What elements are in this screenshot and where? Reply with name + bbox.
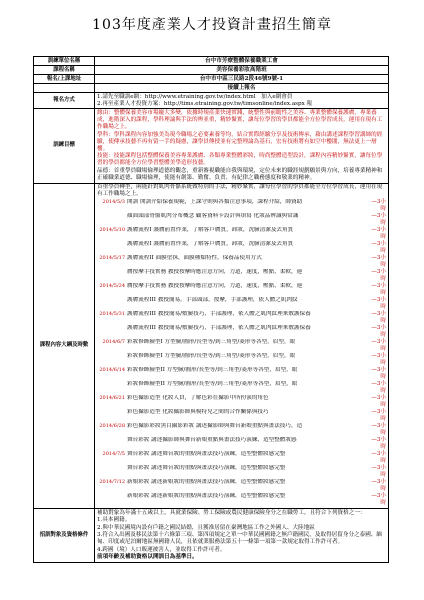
schedule-line xyxy=(127,395,386,409)
schedule-row xyxy=(97,479,386,507)
schedule-body xyxy=(127,339,386,367)
schedule-topic: 顏面頭部骨骼肌肉分布概念 顧客資料卡設計與填寫 化妝品辨識與常識 xyxy=(127,213,299,219)
schedule-date: 2014/5/31 xyxy=(99,311,125,317)
schedule-hours: —3小時 xyxy=(371,227,386,240)
schedule-line xyxy=(127,283,386,297)
schedule-line xyxy=(127,297,386,311)
schedule-line xyxy=(127,353,386,367)
schedule-list xyxy=(97,199,386,507)
schedule-hours: —3小時 xyxy=(371,465,386,478)
schedule-hours: —3小時 xyxy=(371,381,386,394)
schedule-date: 2014/5/3 xyxy=(102,199,125,205)
schedule-hours: —3小時 xyxy=(371,269,386,282)
schedule-topic: 新娘彩妝 講述新娘妝的重點與畫法技巧演練，造型整體妝感完整 xyxy=(127,479,286,485)
schedule-line xyxy=(127,339,386,353)
method-line-2: 2.再至產業人才投資方案：http://tims.etraining.gov.tw/timsonline/index.aspx 報 xyxy=(97,100,313,107)
schedule-date: 2014/6/21 xyxy=(99,395,125,401)
schedule-body xyxy=(127,311,386,339)
method-value xyxy=(95,93,389,109)
schedule-topic: 膚按摩手技實務 教授按摩時應注意方向，力道，速度，壓點，柔軟，連 xyxy=(127,269,303,275)
goal-row xyxy=(34,109,389,184)
schedule-topic: 舞台彩妝 講述攝影師與舞台新娘重點與畫法技巧演練，造型整體妝感 xyxy=(127,437,297,443)
schedule-topic: 舞台彩妝 講述舞台妝的重點與畫法技巧演練，造型整體妝感完整 xyxy=(127,451,286,457)
course-label: 課程名稱 xyxy=(34,66,95,75)
eligibility-row xyxy=(34,508,389,563)
schedule-topic: 護膚流程I 護膚前置作業，了解客戶膚質，卸妝，洗臉清潔及去角質 xyxy=(127,241,294,247)
goal-paragraph: 緣由：整體保養美容市場龐大多變，依據時規產業快速實踐，統整性與前瞻性之美容、專業整體保養護膚，專業養成，進階深入的課程，學科理論與手法的辨並重，精妙緊實，讓每位學習的學員都能全方位學習成長，運用在現有工作職場之上。 xyxy=(97,110,383,130)
schedule-hours: —3小時 xyxy=(371,493,386,506)
schedule-topic: 彩色攝影造型 化妝攝影師與模特兒之間的合作關係與技巧 xyxy=(127,409,269,415)
schedule-hours: —3小時 xyxy=(371,451,386,464)
schedule-topic: 新娘彩妝 講述新娘妝的重點與畫法技巧演練，造型整體妝感完整 xyxy=(127,493,286,499)
content-intro: 首重學員轉型，兩能針對肌肉骨骼系統做特別的手法，精妙緊實，讓每位學習的學員都能全方位學習成長，運用在現有工作職場之上。 xyxy=(97,184,383,197)
schedule-row xyxy=(97,199,386,227)
course-row xyxy=(34,66,389,75)
schedule-topic: 護膚流程I 護膚前置作業，了解客戶膚質，卸妝，洗臉清潔及去角質 xyxy=(127,227,294,233)
schedule-topic: 護膚流程III 教授簡易，手部頭部，按摩，手部護理，依人體之肌肉紋 xyxy=(127,297,298,303)
schedule-line xyxy=(127,311,386,325)
schedule-hours: —3小時 xyxy=(371,423,386,436)
schedule-hours: —3小時 xyxy=(371,213,386,226)
method-header-value: 接續上報名 xyxy=(95,84,389,93)
schedule-hours: —3小時 xyxy=(371,409,386,422)
schedule-body xyxy=(127,479,386,507)
goal-paragraph: 技能：技能課程包括整體保養美容專業護膚、各類專業整體彩妝，時尚整體造型設計，課程內容精妙緊實，讓每位學習的學員都能全方位學習整體美學造形技藝。 xyxy=(97,153,383,166)
method-label: 報名方式 xyxy=(34,93,95,109)
schedule-topic: 護膚流程III 教授簡易/敷臉技巧，手部護理，依人體之肌肉紋理來敷護保養 xyxy=(127,325,311,331)
schedule-line xyxy=(127,465,386,479)
schedule-row xyxy=(97,395,386,423)
goal-paragraph: 學科：學科課程內容加強美為現今職場之必要素養等均，結合實際經驗分享及技術傳承，藉由講述課程學習講師的經驗，使傳承技藝不再有留一手的疑慮，讓學員傳授並有完整理論為基石，宏有技術將有如空中樓閣，無法更上一層樓。 xyxy=(97,131,383,152)
schedule-date: 2014/6/7 xyxy=(102,339,125,345)
content-value xyxy=(95,183,389,508)
schedule-row xyxy=(97,339,386,367)
enrollment-form-table xyxy=(33,56,389,563)
schedule-body xyxy=(127,395,386,423)
schedule-date: 2014/5/17 xyxy=(99,255,125,261)
schedule-topic: 護膚流程III 教授簡易/敷臉技巧，手部護理，依人體之肌肉紋理來敷護保養 xyxy=(127,311,311,317)
schedule-row xyxy=(97,311,386,339)
schedule-date: 2014/6/28 xyxy=(99,423,125,429)
schedule-body xyxy=(127,255,386,283)
schedule-topic: 膚按摩手技實務 教授按摩時應注意方向，力道，速度，壓點，柔軟，連 xyxy=(127,283,303,289)
schedule-topic: 彩色攝影造型 化妝人員，了解色彩在攝影中所扮演的角色 xyxy=(127,395,269,401)
schedule-hours: —3小時 xyxy=(371,311,386,324)
schedule-row xyxy=(97,423,386,451)
content-row xyxy=(34,183,389,508)
eligibility-line: 2.與中華民國境內設有戶籍之國民結婚，且獲准居留在臺灣地區工作之外國人、大陸地區 xyxy=(97,524,315,531)
schedule-body xyxy=(127,367,386,395)
schedule-hours: —3小時 xyxy=(371,297,386,310)
schedule-row xyxy=(97,255,386,283)
schedule-hours: —3小時 xyxy=(371,353,386,366)
schedule-hours: —3小時 xyxy=(371,255,386,268)
schedule-topic: 彩妝修飾臉型I 方型臉/圓形/長型等/到三角型/菱形等各型，眉型，眼 xyxy=(127,353,296,359)
schedule-line xyxy=(127,437,386,451)
schedule-line xyxy=(127,227,386,241)
schedule-hours: —3小時 xyxy=(371,479,386,492)
schedule-body xyxy=(127,451,386,479)
address-label: 報名/上課地址 xyxy=(34,75,95,84)
goal-paragraph: 品德：首重學員職場倫理道德的觀念，重新審視職能自我與環境，定位未來的職涯規劃願景與方向，培養專業精神和正確職業道德、職場倫理，使能有創第、勤奮、負責、有紀律之職務態度和敬業的精神。 xyxy=(97,167,383,181)
address-value: 台中市中區三民路2段46號9號-1 xyxy=(95,75,389,84)
schedule-body xyxy=(127,423,386,451)
schedule-line xyxy=(127,255,386,269)
goal-label: 訓練目標 xyxy=(34,109,95,184)
schedule-hours: —3小時 xyxy=(371,395,386,408)
schedule-topic: 彩色攝影彩妝黑白攝影彩妝 講述攝影師與舞台新娘重點與畫法技巧，造 xyxy=(127,423,303,429)
schedule-hours: —3小時 xyxy=(371,241,386,254)
eligibility-value xyxy=(95,508,389,563)
schedule-topic: 開訓 開訓介紹保養規範，上課守則與各類注意事項，課程介紹，師資助 xyxy=(127,199,303,205)
schedule-topic: 彩妝修飾臉型II 方型臉/圓形/長型等/到三角型/菱形等各型，眉型，眼 xyxy=(127,381,298,387)
org-row xyxy=(34,57,389,66)
course-value: 美容保養彩妝高階班 xyxy=(95,66,389,75)
schedule-hours: —3小時 xyxy=(371,283,386,296)
schedule-date: 2014/6/14 xyxy=(99,367,125,373)
eligibility-line: 1.具本國籍。 xyxy=(97,517,131,523)
content-label: 課程內容大綱及時數 xyxy=(34,183,95,508)
schedule-topic: 彩妝修飾臉型I 方型臉/圓形/長型等/到三角型/菱形等各型，眉型，眼 xyxy=(127,339,296,345)
schedule-date: 2014/5/24 xyxy=(99,283,125,289)
schedule-line xyxy=(127,241,386,255)
schedule-line xyxy=(127,493,386,507)
eligibility-line: 4.跨國（境）人口販運被害人，並取得工作許可者。 xyxy=(97,546,226,553)
schedule-hours: —3小時 xyxy=(371,437,386,450)
goal-value xyxy=(95,109,389,184)
schedule-topic: 彩妝修飾臉型II 方型臉/圓形/長型等/到三角型/菱形等各型，眉型，眼 xyxy=(127,367,298,373)
schedule-line xyxy=(127,479,386,493)
schedule-line xyxy=(127,423,386,437)
schedule-line xyxy=(127,269,386,283)
schedule-row xyxy=(97,283,386,311)
schedule-row xyxy=(97,451,386,479)
schedule-row xyxy=(97,367,386,395)
schedule-line xyxy=(127,381,386,395)
eligibility-footer: 前項年齡及補助資格以開訓日為基準日。 xyxy=(97,554,198,560)
method-line-1: 1.請先至職訓e網：http://www.etraining.gov.tw/index.html 加入e網會員 xyxy=(97,93,293,100)
schedule-line xyxy=(127,451,386,465)
schedule-line xyxy=(127,409,386,423)
method-row xyxy=(34,93,389,109)
eligibility-line: 補助對象為年滿十五歲以上，具就業保險、勞工保險或農民健康保險身分之在職勞工，且符合下列資格之一： xyxy=(97,509,366,516)
schedule-body xyxy=(127,283,386,311)
schedule-hours: —3小時 xyxy=(371,199,386,212)
schedule-hours: —3小時 xyxy=(371,367,386,380)
document-title: 103年度產業人才投資計畫招生簡章 xyxy=(92,17,332,33)
org-label: 訓練單位名稱 xyxy=(34,57,95,66)
schedule-topic: 舞台彩妝 講述舞台妝的重點與畫法技巧演練，造型整體妝感完整 xyxy=(127,465,286,471)
schedule-hours: —3小時 xyxy=(371,325,386,338)
schedule-line xyxy=(127,213,386,227)
eligibility-label: 招訓對象及資格條件 xyxy=(34,508,95,563)
schedule-row xyxy=(97,227,386,255)
method-header-spacer xyxy=(34,84,95,93)
schedule-body xyxy=(127,227,386,255)
schedule-topic: 護膚流程II 面膜塗抹，面膜種類特性，保養品使用方式 xyxy=(127,255,262,261)
schedule-line xyxy=(127,367,386,381)
method-header-row xyxy=(34,84,389,93)
schedule-hours: —3小時 xyxy=(371,339,386,352)
schedule-line xyxy=(127,199,386,213)
schedule-line xyxy=(127,325,386,339)
schedule-date: 2014/5/10 xyxy=(99,227,125,233)
schedule-date: 2014/7/12 xyxy=(99,479,125,485)
address-row xyxy=(34,75,389,84)
org-value: 台中市芳療整體保養職業工會 xyxy=(95,57,389,66)
schedule-body xyxy=(127,199,386,227)
schedule-date: 2014/7/5 xyxy=(102,451,125,457)
eligibility-line: 3.符合入出國及移民法第十六條第三項、第四項規定之單一中華民國國籍之無戶籍國民，及取得居留身分之泰國、緬甸、印度或尼泊爾地區無國籍人民，且依就業服務法第五十一條第一項第一款規定取得工作許可者。 xyxy=(97,532,383,545)
